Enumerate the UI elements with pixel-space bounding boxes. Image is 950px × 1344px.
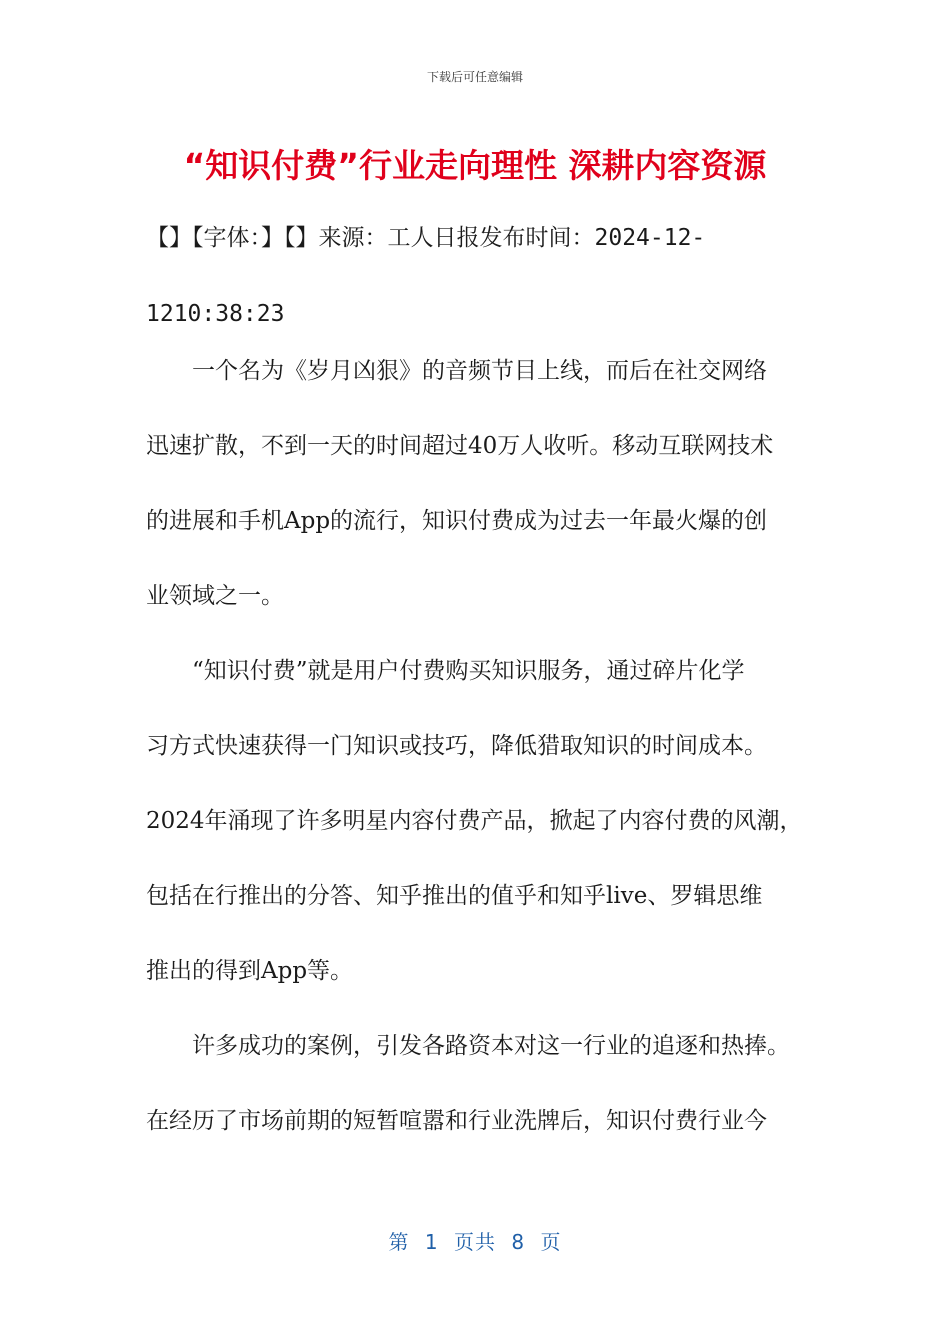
paragraph-line: 包括在行推出的分答、知乎推出的值乎和知乎live、罗辑思维	[146, 883, 763, 909]
article-body	[146, 334, 810, 1159]
header-note: 下载后可任意编辑	[426, 70, 523, 84]
paragraph	[146, 1009, 810, 1159]
paragraph-line: 的进展和手机App的流行，知识付费成为过去一年最火爆的创	[146, 508, 768, 534]
page-footer	[0, 1226, 950, 1255]
paragraph-line: 业领域之一。	[146, 583, 284, 609]
footer-prefix: 第	[388, 1230, 410, 1254]
paragraph	[146, 334, 810, 634]
paragraph-line: 2024年涌现了许多明星内容付费产品，掀起了内容付费的风潮，	[146, 808, 803, 834]
paragraph-line: “知识付费”就是用户付费购买知识服务，通过碎片化学	[192, 658, 745, 684]
page-title: “知识付费”行业走向理性 深耕内容资源	[183, 146, 767, 185]
paragraph-line: 习方式快速获得一门知识或技巧，降低猎取知识的时间成本。	[146, 733, 767, 759]
total-page-number: 8	[511, 1230, 526, 1254]
current-page-number: 1	[424, 1230, 439, 1254]
meta-line: 【】【字体：】【】来源：工人日报发布时间：2024-12-	[146, 225, 706, 251]
paragraph-line: 在经历了市场前期的短暂喧嚣和行业洗牌后，知识付费行业今	[146, 1108, 767, 1134]
meta-line: 1210:38:23	[146, 301, 285, 327]
paragraph-line: 迅速扩散，不到一天的时间超过40万人收听。移动互联网技术	[146, 433, 774, 459]
paragraph-line: 许多成功的案例，引发各路资本对这一行业的追逐和热捧。	[192, 1033, 790, 1059]
article-meta	[146, 200, 806, 352]
paragraph-line: 推出的得到App等。	[146, 958, 354, 984]
footer-suffix: 页	[540, 1230, 562, 1254]
paragraph-line: 一个名为《岁月凶狠》的音频节目上线，而后在社交网络	[192, 358, 767, 384]
footer-middle: 页共	[454, 1230, 496, 1254]
paragraph	[146, 634, 810, 1009]
